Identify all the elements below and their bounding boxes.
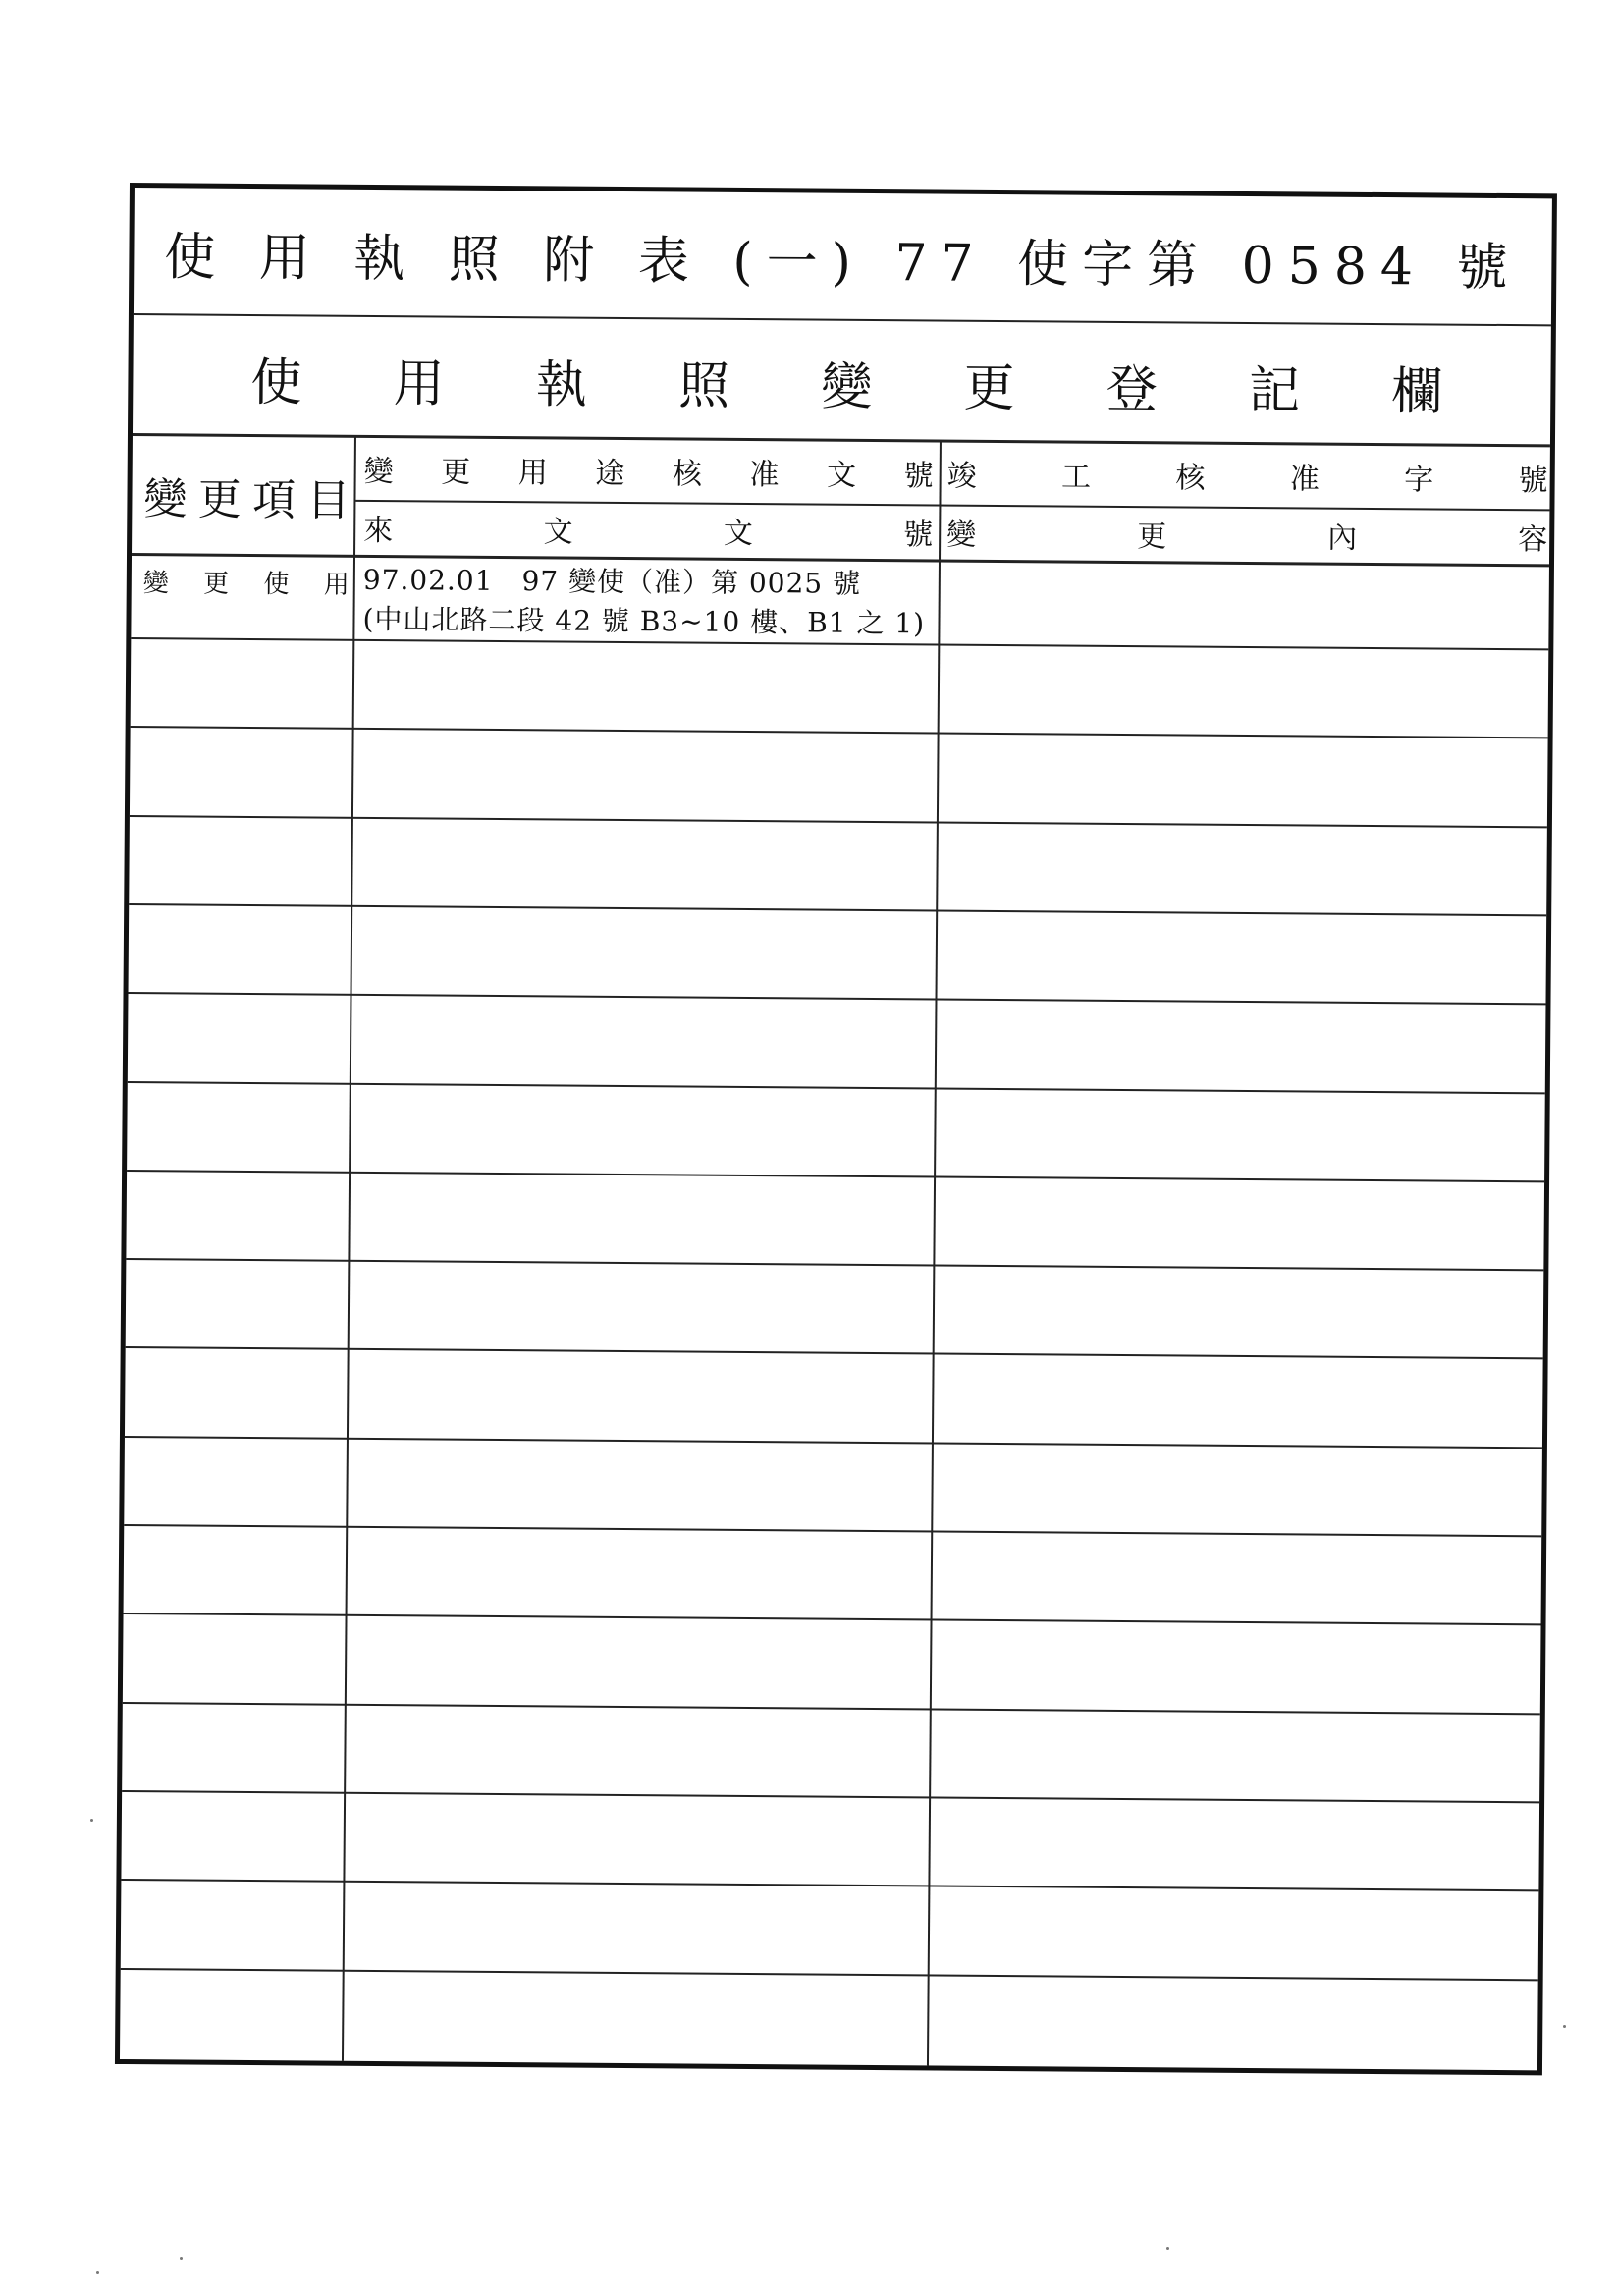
heading-char: 准 xyxy=(749,457,780,493)
row-line xyxy=(124,1524,1541,1537)
scan-speck xyxy=(1563,2025,1566,2028)
heading-char: 號 xyxy=(903,518,934,553)
heading-char: 字 xyxy=(1404,463,1434,498)
row-line xyxy=(130,815,1547,828)
scan-speck xyxy=(90,1819,93,1822)
row-line xyxy=(123,1702,1540,1715)
heading-char: 照 xyxy=(677,355,730,416)
heading-char: 欄 xyxy=(1391,361,1443,422)
heading-char: 文 xyxy=(723,516,754,551)
heading-char: 更 xyxy=(197,474,242,525)
row-line xyxy=(122,1790,1539,1803)
entry-location-line: (中山北路二段 42 號 B3~10 樓、B1 之 1) xyxy=(362,602,926,640)
row-line xyxy=(129,992,1546,1005)
header-approval-doc-no xyxy=(360,441,938,501)
heading-char: 登 xyxy=(1106,359,1159,419)
row-line xyxy=(126,1346,1543,1359)
heading-char: 號 xyxy=(1518,464,1548,499)
row-line xyxy=(127,1170,1544,1182)
heading-char: 核 xyxy=(672,457,703,492)
column-divider xyxy=(927,441,942,2065)
heading-char: 竣 xyxy=(946,459,977,494)
header-change-content xyxy=(943,505,1551,565)
header-completion-no xyxy=(943,446,1551,506)
scan-speck xyxy=(96,2271,99,2274)
header-change-item xyxy=(137,437,356,555)
row-line xyxy=(129,903,1546,916)
row-line xyxy=(121,1879,1538,1891)
heading-char: 使 xyxy=(250,353,302,412)
heading-char: 更 xyxy=(1137,519,1167,555)
heading-char: 更 xyxy=(203,569,230,599)
heading-char: 來 xyxy=(363,513,394,549)
form-title: 使 用 執 照 附 表 (一) 77 使字第 0584 號 xyxy=(163,227,1522,298)
heading-char: 目 xyxy=(306,475,351,526)
heading-char: 容 xyxy=(1518,522,1548,558)
heading-char: 變 xyxy=(142,568,169,598)
row-line xyxy=(126,1258,1543,1271)
heading-char: 使 xyxy=(263,569,290,599)
heading-char: 變 xyxy=(946,518,977,553)
heading-char: 內 xyxy=(1327,520,1358,556)
heading-char: 更 xyxy=(441,455,471,490)
heading-char: 項 xyxy=(251,474,297,526)
heading-char: 變 xyxy=(821,357,873,417)
scan-speck xyxy=(1166,2247,1169,2250)
heading-char: 執 xyxy=(535,355,588,415)
heading-char: 文 xyxy=(826,458,857,493)
heading-char: 途 xyxy=(595,456,625,491)
heading-char: 文 xyxy=(543,515,573,550)
entry-change-item xyxy=(137,559,355,604)
heading-char: 准 xyxy=(1289,462,1320,497)
heading-char: 核 xyxy=(1175,461,1206,496)
row-line xyxy=(128,1081,1545,1094)
heading-char: 用 xyxy=(393,354,445,414)
heading-char: 號 xyxy=(903,459,934,494)
header-incoming-doc-no xyxy=(359,500,937,560)
register-table xyxy=(115,183,1557,2075)
row-line xyxy=(125,1436,1542,1449)
row-line xyxy=(131,726,1548,738)
heading-char: 變 xyxy=(143,474,188,525)
heading-char: 工 xyxy=(1060,460,1092,495)
entry-approval-line: 97.02.01 97 變使（准）第 0025 號 xyxy=(362,563,862,600)
heading-char: 記 xyxy=(1248,360,1301,420)
column-divider xyxy=(342,437,356,2061)
heading-char: 變 xyxy=(363,454,394,490)
register-heading xyxy=(133,317,1551,446)
heading-char: 更 xyxy=(963,358,1015,418)
row-line xyxy=(124,1613,1541,1625)
heading-char: 用 xyxy=(323,570,350,600)
heading-char: 用 xyxy=(517,456,548,491)
row-line xyxy=(121,1968,1538,1981)
scan-speck xyxy=(180,2257,183,2260)
